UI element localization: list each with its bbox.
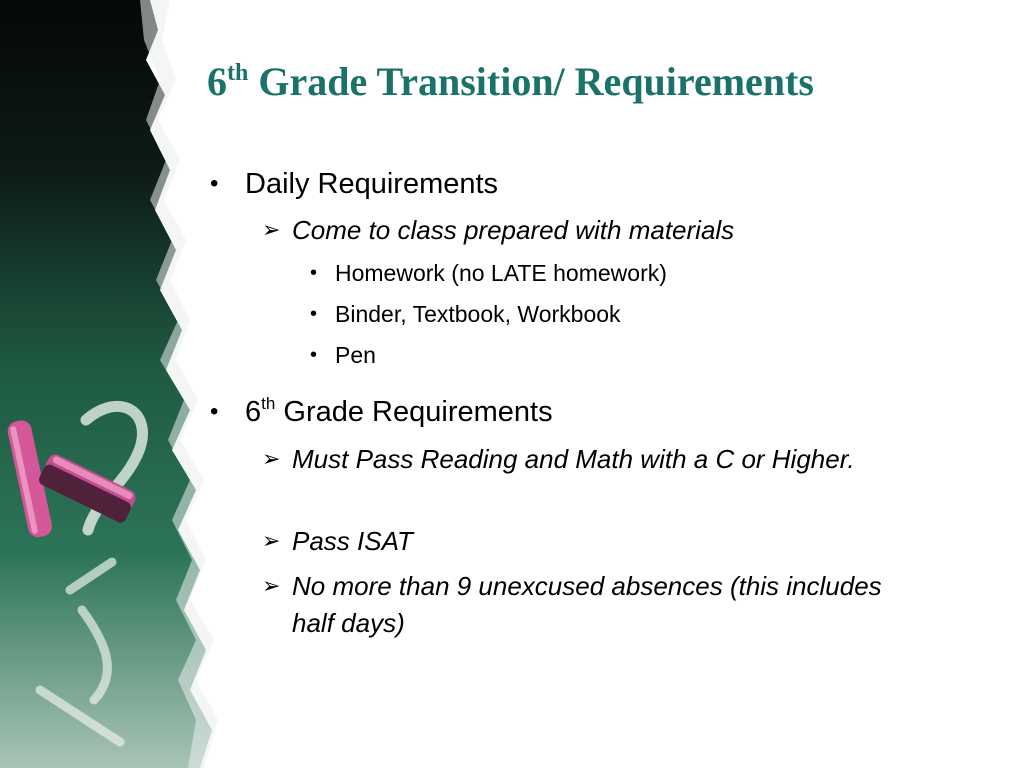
sub-bullet-label: Must Pass Reading and Math with a C or Higher.: [292, 444, 855, 474]
bullet-dot: •: [210, 170, 219, 197]
list-item-label: Pen: [335, 342, 376, 368]
bullet-label: Daily Requirements: [245, 168, 499, 200]
bullet-dot: •: [310, 344, 318, 366]
arrow-bullet-icon: ➢: [262, 446, 281, 471]
list-item-label: Homework (no LATE homework): [335, 260, 667, 286]
arrow-bullet-icon: ➢: [262, 528, 281, 553]
sub-bullet-label: No more than 9 unexcused absences (this includes half days): [292, 571, 882, 638]
arrow-bullet-icon: ➢: [262, 217, 281, 242]
bullet-label: 6th Grade Requirements: [245, 394, 553, 428]
bullet-dot: •: [310, 262, 318, 284]
bullet-dot: •: [210, 398, 219, 425]
sub-bullet-label: Pass ISAT: [292, 526, 413, 556]
chalkboard-decoration: [0, 0, 260, 768]
slide-title: 6th Grade Transition/ Requirements: [207, 59, 814, 104]
list-item-label: Binder, Textbook, Workbook: [335, 301, 621, 327]
bullet-dot: •: [310, 303, 318, 325]
sub-bullet-label: Come to class prepared with materials: [292, 215, 735, 245]
arrow-bullet-icon: ➢: [262, 573, 281, 598]
